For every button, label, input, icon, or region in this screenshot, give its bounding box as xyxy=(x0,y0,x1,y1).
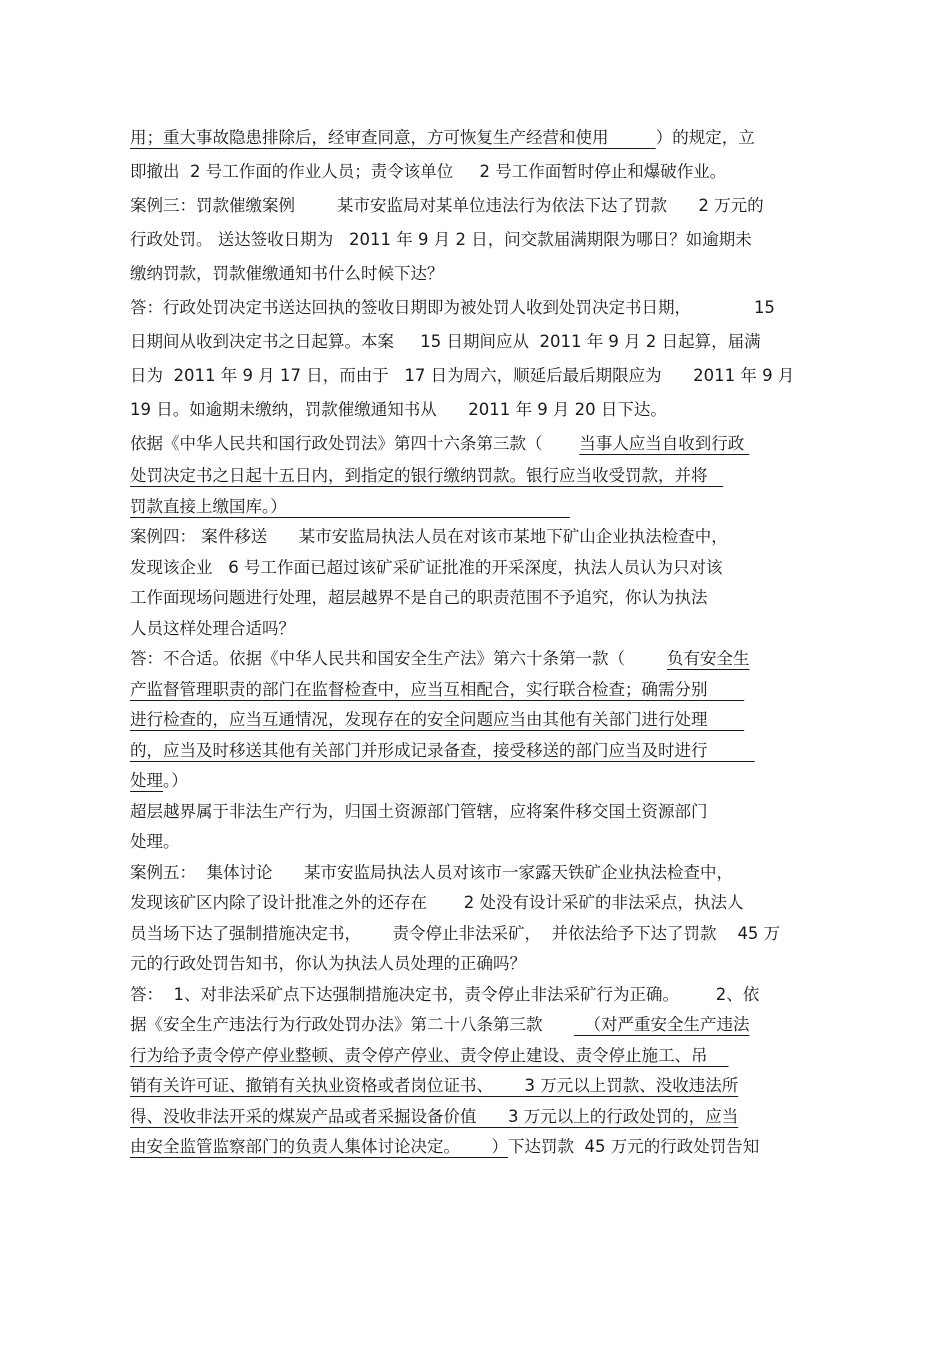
underlined-text: 的，应当及时移送其他有关部门并形成记录备查，接受移送的部门应当及时进行 xyxy=(130,740,755,760)
text-line xyxy=(130,359,810,393)
underlined-text: 进行检查的，应当互通情况，发现存在的安全问题应当由其他有关部门进行处理 xyxy=(130,710,745,729)
text-line xyxy=(130,553,810,584)
underlined-text: 处理 xyxy=(130,771,163,790)
text-line xyxy=(130,223,810,257)
text-segment: 答： 1、对非法采矿点下达强制措施决定书，责令停止非法采矿行为正确。 2、依 xyxy=(130,984,760,1004)
text-segment: 据《安全生产违法行为行政处罚办法》第二十八条第三款 xyxy=(130,1015,574,1034)
text-line xyxy=(130,949,810,980)
underlined-text: 得、没收非法开采的煤炭产品或者采掘设备价值 3 万元以上的行政处罚的，应当 xyxy=(130,1106,739,1126)
text-line xyxy=(130,155,810,189)
text-segment: 超层越界属于非法生产行为，归国土资源部门管辖，应将案件移交国土资源部门 xyxy=(130,801,708,821)
text-segment: 发现该企业 6 号工作面已超过该矿采矿证批准的开采深度，执法人员认为只对该 xyxy=(130,557,723,577)
text-line xyxy=(130,522,810,553)
text-segment: 人员这样处理合适吗？ xyxy=(130,618,295,638)
underlined-text: 产监督管理职责的部门在监督检查中，应当互相配合，实行联合检查；确需分别 xyxy=(130,679,745,699)
underlined-text: 负有安全生 xyxy=(666,649,750,668)
text-segment: 缴纳罚款，罚款催缴通知书什么时候下达？ xyxy=(130,264,444,283)
text-line xyxy=(130,614,810,645)
text-line xyxy=(130,291,810,325)
text-line xyxy=(130,736,810,767)
text-segment: 工作面现场问题进行处理，超层越界不是自己的职责范围不予追究，你认为执法 xyxy=(130,588,708,607)
underlined-text xyxy=(609,128,656,147)
text-line xyxy=(130,1102,810,1133)
underlined-text: 由安全监管监察部门的负责人集体讨论决定。 ） xyxy=(130,1137,508,1156)
text-line xyxy=(130,644,810,675)
text-line xyxy=(130,325,810,359)
text-segment: 下达罚款 45 万元的行政处罚告知 xyxy=(507,1137,760,1156)
text-segment: 处理。 xyxy=(130,832,180,851)
text-line xyxy=(130,1132,810,1163)
text-line xyxy=(130,1071,810,1102)
underlined-text: 用；重大事故隐患排除后，经审查同意，方可恢复生产经营和使用 xyxy=(130,128,609,147)
text-segment: 。） xyxy=(163,771,188,790)
text-line xyxy=(130,919,810,950)
underlined-text: （对严重安全生产违法 xyxy=(573,1015,750,1034)
text-segment: 依据《中华人民共和国行政处罚法》第四十六条第三款（ xyxy=(130,434,580,453)
text-line xyxy=(130,766,810,797)
text-segment: 日期间从收到决定书之日起算。本案 15 日期间应从 2011 年 9 月 2 日起算，届满 xyxy=(130,332,761,351)
text-segment: 案例四： 案件移送 某市安监局执法人员在对该市某地下矿山企业执法检查中， xyxy=(130,527,728,546)
text-segment: 行政处罚。 送达签收日期为 2011 年 9 月 2 日，问交款届满期限为哪日？如逾期未 xyxy=(130,230,752,249)
underlined-text: 当事人应当自收到行政 xyxy=(579,434,750,453)
underlined-text: 销有关许可证、撤销有关执业资格或者岗位证书、 3 万元以上罚款、没收违法所 xyxy=(130,1076,739,1095)
text-segment: ）的规定，立 xyxy=(655,128,755,147)
text-segment: 案例五： 集体讨论 某市安监局执法人员对该市一家露天铁矿企业执法检查中， xyxy=(130,862,733,882)
text-segment: 发现该矿区内除了设计批准之外的还存在 2 处没有设计采矿的非法采点，执法人 xyxy=(130,893,744,912)
text-segment: 即撤出 2 号工作面的作业人员；责令该单位 2 号工作面暂时停止和爆破作业。 xyxy=(130,162,727,181)
text-segment: 答：行政处罚决定书送达回执的签收日期即为被处罚人收到处罚决定书日期， 15 xyxy=(130,298,775,317)
text-segment: 案例三：罚款催缴案例 某市安监局对某单位违法行为依法下达了罚款 2 万元的 xyxy=(130,196,764,215)
text-line xyxy=(130,583,810,614)
text-line xyxy=(130,797,810,828)
text-line xyxy=(130,1041,810,1072)
underlined-text: 行为给予责令停产停业整顿、责令停产停业、责令停止建设、责令停止施工、吊 xyxy=(130,1045,729,1065)
text-line xyxy=(130,189,810,223)
text-segment: 答：不合适。依据《中华人民共和国安全生产法》第六十条第一款（ xyxy=(130,649,667,668)
text-line xyxy=(130,675,810,706)
underlined-text: 罚款直接上缴国库。） xyxy=(130,496,287,516)
underlined-text: 处罚决定书之日起十五日内，到指定的银行缴纳罚款。银行应当收受罚款，并将 xyxy=(130,466,724,485)
text-segment: 员当场下达了强制措施决定书， 责令停止非法采矿， 并依法给予下达了罚款 45 万 xyxy=(130,923,781,943)
text-line xyxy=(130,827,810,858)
text-line xyxy=(130,121,810,155)
text-line xyxy=(130,427,810,461)
text-line xyxy=(130,705,810,736)
text-line xyxy=(130,888,810,919)
text-line xyxy=(130,858,810,889)
underlined-text xyxy=(287,497,570,516)
text-line xyxy=(130,393,810,427)
text-line xyxy=(130,980,810,1011)
text-segment: 19 日。如逾期未缴纳，罚款催缴通知书从 2011 年 9 月 20 日下达。 xyxy=(130,400,667,419)
document-body xyxy=(130,121,810,1163)
text-line xyxy=(130,461,810,492)
text-line xyxy=(130,1010,810,1041)
text-line xyxy=(130,492,810,523)
text-segment: 日为 2011 年 9 月 17 日，而由于 17 日为周六，顺延后最后期限应为 2011 年 9 月 xyxy=(130,366,795,385)
text-line xyxy=(130,257,810,291)
text-segment: 元的行政处罚告知书，你认为执法人员处理的正确吗？ xyxy=(130,954,526,973)
